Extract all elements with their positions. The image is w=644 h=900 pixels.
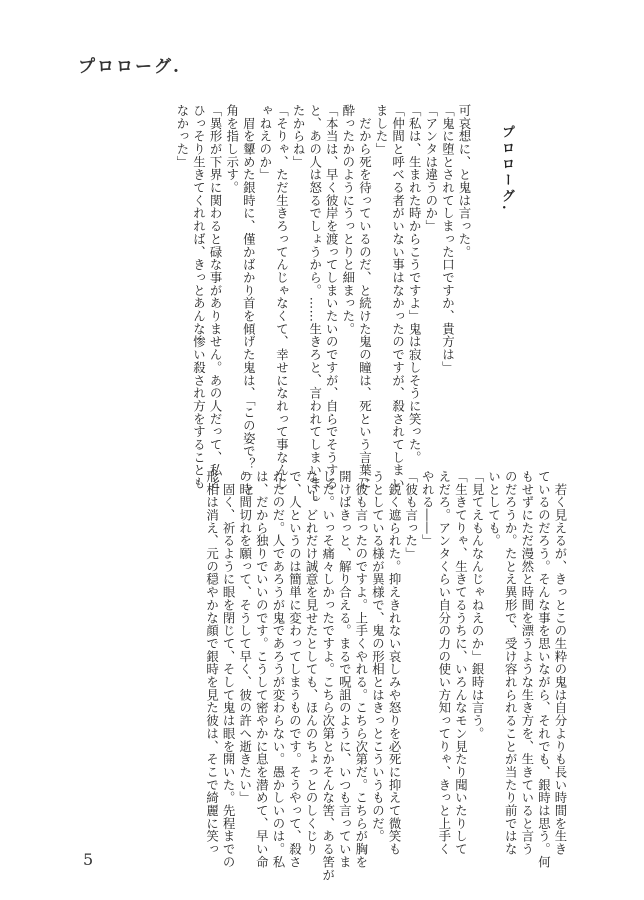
text-line: れたのだ。人であろうが鬼であろうが変わらない。愚かしいのは。私: [270, 470, 286, 869]
text-line: ひっそり生きてくれれば、きっとあんな惨い殺され方をすることも: [191, 104, 207, 490]
text-line: 「本当は、早く彼岸を渡ってしまいたいのですが、自らでそうする: [324, 104, 340, 490]
chapter-title: プロローグ.: [499, 125, 514, 213]
text-line: した。いっそ痛々しかったですよ。こちら次第とかそんな筈、ある筈が: [320, 470, 336, 882]
text-line: 可哀想に、と鬼は言った。: [457, 104, 472, 259]
text-line: 若く見えるが、きっとこの生粋の鬼は自分よりも長い時間を生き: [553, 470, 568, 856]
text-line: うとしている様が異様で、鬼の形相とはきっとこういうものだ。: [370, 470, 386, 843]
text-line: と、あの人は怒るでしょうから。……生きろと、言われてしまいまし: [307, 104, 323, 503]
text-line: ているのだろう。そんな事を思いながら、それでも、銀時は思う。何: [536, 470, 552, 869]
text-line: は、だから独りでいいのです。こうして密やかに息を潜めて、早い命: [254, 470, 270, 869]
text-line: 酔ったかのようにうっとりと細まった。: [340, 104, 356, 336]
text-line: 「彼も言った」: [403, 470, 419, 560]
text-line: で、人というのは簡単に変わってしまうものです。そうやって、殺さ: [287, 470, 303, 869]
text-line: 「アンタは違うのか」: [423, 104, 439, 233]
text-line: 角を指し示す。: [224, 104, 240, 194]
text-line: たからね」: [291, 104, 307, 169]
lower-text-block: [203, 470, 568, 882]
text-line: 「そりゃ、ただ生きろってんじゃなくて、幸せになれって事なんじ: [274, 104, 290, 490]
text-line: 開けばきっと、解り合える。まるで呪詛のように、いつも言っていま: [337, 470, 353, 869]
text-line: 眉を顰めた銀時に、僅かばかり首を傾げた鬼は、「この姿で？」と: [241, 104, 257, 497]
text-line: の時間切れを願って、そうして早く、彼の許へ逝きたい」: [237, 470, 253, 805]
text-line: 形相は消え、元の穏やかな顔で銀時を見た彼は、そこで綺麗に笑っ: [204, 470, 220, 856]
text-line: 「私は、生まれた時からこうですよ」鬼は寂しそうに笑った。: [407, 104, 423, 464]
page-number: 5: [83, 850, 94, 869]
text-line: いとしても。: [486, 470, 502, 548]
text-line: もせずにただ漫然と時間を漂うような生き方を、生きていると言う: [519, 470, 535, 856]
upper-text-block: [173, 104, 472, 503]
text-line: ゃねえのか」: [257, 104, 273, 182]
text-line: 「異形が下界に関わると碌な事がありません。あの人だって、私と: [208, 104, 224, 490]
text-line: やれる――」: [420, 470, 436, 548]
text-line: ました」: [374, 104, 390, 156]
text-line: えだろ。アンタくらい自分の力の使い方知ってりゃ、きっと上手く: [436, 470, 452, 856]
text-line: 鋭く遮られた。抑えきれない哀しみや怒りを必死に抑えて微笑も: [387, 470, 403, 856]
text-line: のだろうか。たとえ異形で、受け容れられることが当たり前ではな: [503, 470, 519, 856]
text-line: 「生きてりゃ、生きてるうちに、いろんなモン見たり聞いたりして: [453, 470, 469, 856]
text-line: 「見てえもんなんじゃねえのか」銀時は言う。: [470, 470, 486, 740]
text-line: ない。どれだけ誠意を見せたとしても、ほんのちょっとのしくじり: [304, 470, 320, 856]
text-line: 固く、祈るように眼を閉じて、そして鬼は眼を開いた。先程までの: [221, 470, 237, 869]
text-line: 「鬼に堕とされてしまった口ですか、貴方は」: [440, 104, 456, 374]
text-line: 「彼も言ったのですよ。上手くやれる。こちら次第だ。こちらが胸を: [353, 470, 369, 869]
text-line: だから死を待っているのだ、と続けた鬼の瞳は、死という言葉に: [357, 104, 373, 490]
text-line: なかった」: [174, 104, 190, 169]
text-line: 「仲間と呼べる者がいない事はなかったのですが、殺されてしまい: [390, 104, 406, 490]
running-header: プロローグ.: [78, 57, 181, 77]
